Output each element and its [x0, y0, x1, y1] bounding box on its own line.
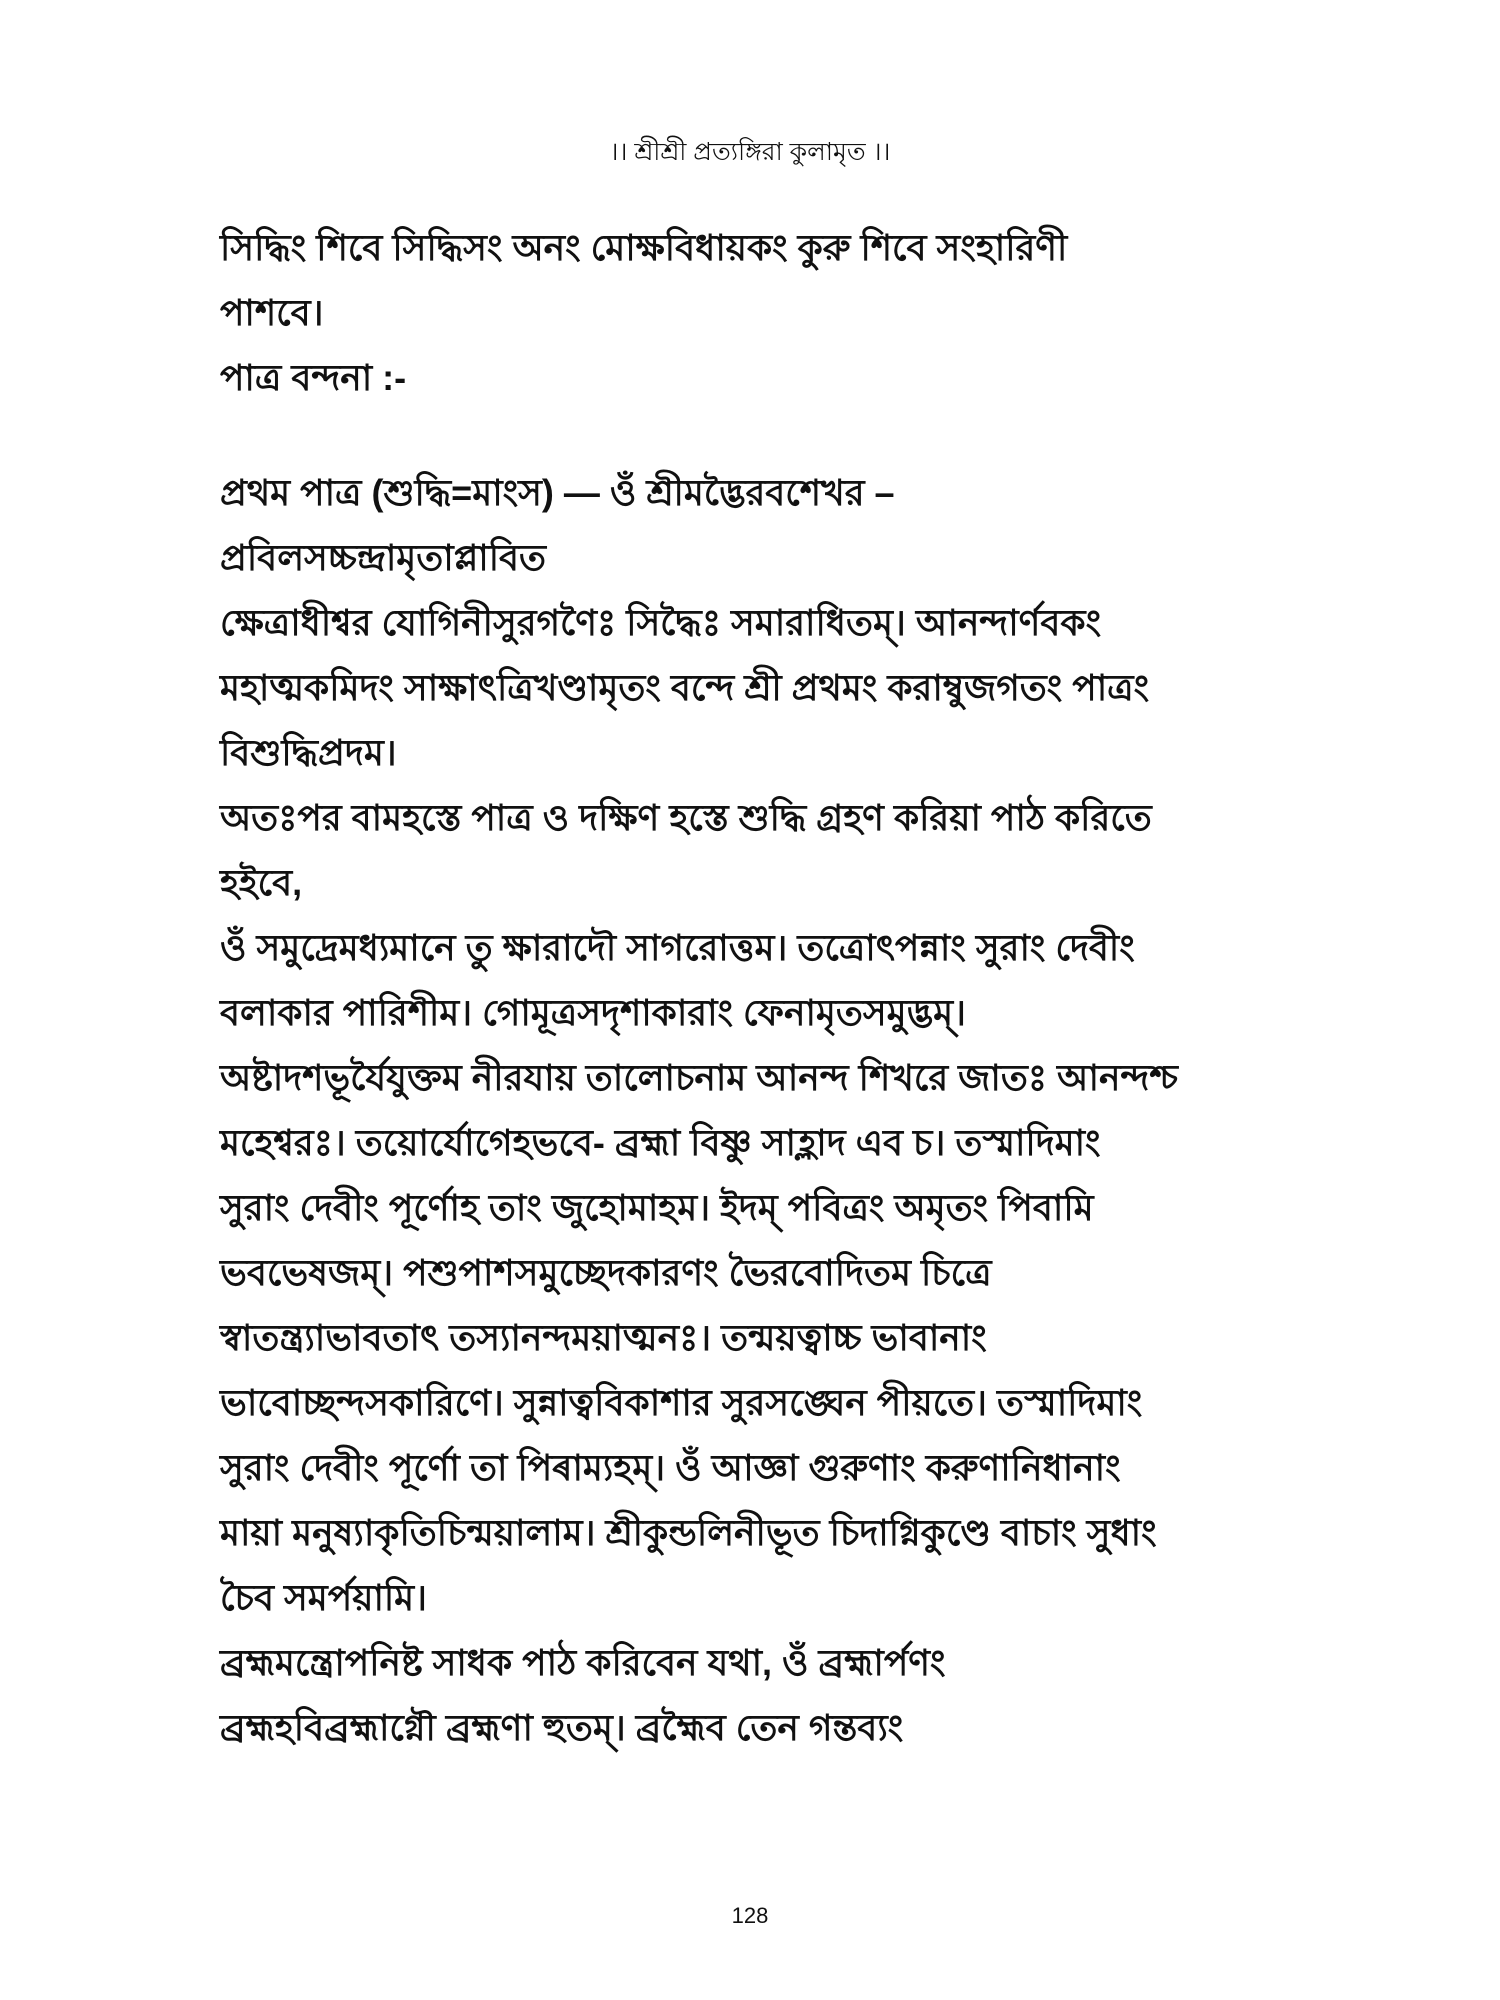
- text-line: ওঁ সমুদ্রেমধ্যমানে তু ক্ষারাদৌ সাগরোত্তম। তত্রোৎপন্নাং সুরাং দেবীং: [220, 927, 1135, 968]
- text-line: ভাবোচ্ছন্দসকারিণে। সুন্নাত্ববিকাশার সুরসঙ্ঘেন পীয়তে। তস্মাদিমাং: [220, 1382, 1143, 1423]
- text-line: ব্রহ্মহবিব্রহ্মাগ্নৌ ব্রহ্মণা হুতম্। ব্রহ্মৈব তেন গন্তব্যং: [220, 1707, 904, 1748]
- text-line: অষ্টাদশভূর্যৈযুক্তম নীরযায় তালোচনাম আনন্দ শিখরে জাতঃ আনন্দশ্চ: [220, 1057, 1178, 1098]
- text-line: পাশবে।: [220, 292, 324, 333]
- text-line: ক্ষেত্রাধীশ্বর যোগিনীসুরগণৈঃ সিদ্ধৈঃ সমারাধিতম্। আনন্দার্ণবকং: [220, 602, 1102, 643]
- text-line: চৈব সমর্পয়ামি।: [220, 1577, 428, 1618]
- page-number: 128: [731, 1903, 769, 1928]
- text-line: স্বাতন্ত্র্যাভাবতাৎ তস্যানন্দময়াত্মনঃ। তন্ময়ত্বাচ্চ ভাবানাং: [220, 1317, 987, 1358]
- text-line: প্রথম পাত্র (শুদ্ধি=মাংস) — ওঁ শ্রীমদ্ভৈরবশেখর –: [220, 472, 895, 513]
- text-line: অতঃপর বামহস্তে পাত্র ও দক্ষিণ হস্তে শুদ্ধি গ্রহণ করিয়া পাঠ করিতে: [220, 797, 1152, 838]
- paragraph-gap: [220, 410, 1320, 460]
- text-line: মায়া মনুষ্যাকৃতিচিন্ময়ালাম। শ্রীকুন্ডলিনীভূত চিদাগ্নিকুণ্ডে বাচাং সুধাং: [220, 1512, 1157, 1553]
- text-line: সুরাং দেবীং পূর্ণোহ তাং জুহোমাহম। ইদম্ পবিত্রং অমৃতং পিবামি: [220, 1187, 1094, 1228]
- text-line: মহেশ্বরঃ। তয়োর্যোগেহভবে- ব্রহ্মা বিষ্ণু সাহ্লাদ এব চ। তস্মাদিমাং: [220, 1122, 1101, 1163]
- text-block-main: [220, 460, 1320, 1760]
- text-line: সুরাং দেবীং পূর্ণো তা পিৰাম্যহম্। ওঁ আজ্ঞা গুরুণাং করুণানিধানাং: [220, 1447, 1121, 1488]
- page-body: [220, 215, 1320, 1760]
- text-line: ভবভেষজম্। পশুপাশসমুচ্ছেদকারণং ভৈরবোদিতম চিত্রে: [220, 1252, 992, 1293]
- text-line: মহাত্মকমিদং সাক্ষাৎত্রিখণ্ডামৃতং বন্দে শ্রী প্রথমং করাম্বুজগতং পাত্রং: [220, 667, 1150, 708]
- running-header: ।। শ্রীশ্রী প্রত্যঙ্গিরা কুলামৃত ।।: [609, 138, 891, 166]
- text-line: বলাকার পারিশীম। গোমূত্রসদৃশাকারাং ফেনামৃতসমুদ্ভম্।: [220, 992, 967, 1033]
- text-line: বিশুদ্ধিপ্রদম।: [220, 732, 397, 773]
- text-line: সিদ্ধিং শিবে সিদ্ধিসং অনং মোক্ষবিধায়কং কুরু শিবে সংহারিণী: [220, 227, 1068, 268]
- text-line: ব্রহ্মমন্ত্রোপনিষ্ট সাধক পাঠ করিবেন যথা, ওঁ ব্রহ্মার্পণং: [220, 1642, 946, 1683]
- text-line: পাত্র বন্দনা :-: [220, 357, 407, 398]
- text-line: হইবে,: [220, 862, 303, 903]
- text-line: প্রবিলসচ্চন্দ্রামৃতাপ্লাবিত: [220, 537, 547, 578]
- text-block-intro: [220, 215, 1320, 410]
